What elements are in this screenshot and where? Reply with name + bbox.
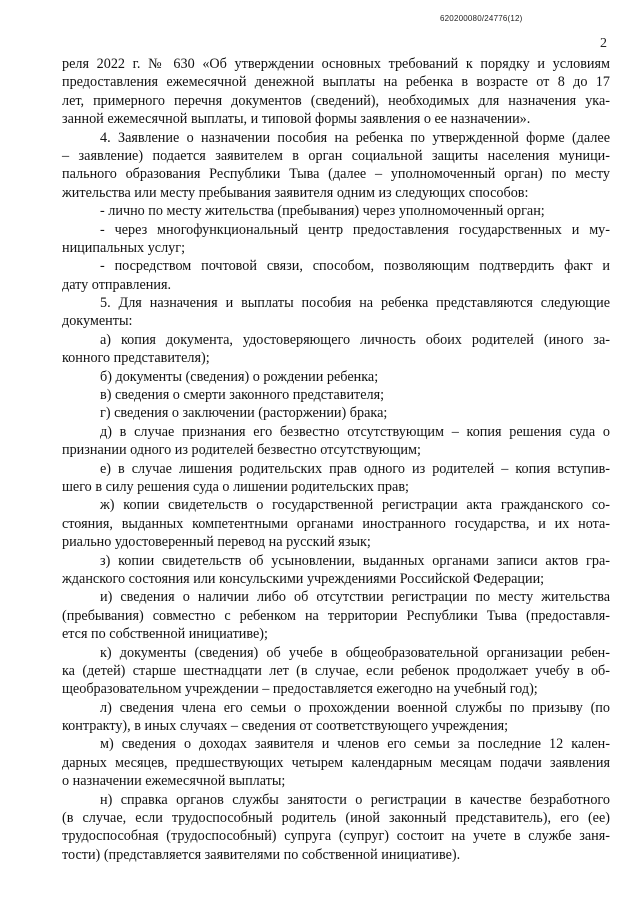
text-line: щеобразовательном учреждении – предоставляется ежегодно на учебный год); [62, 681, 538, 698]
text-line: ется по собственной инициативе); [62, 626, 268, 643]
text-line: 4. Заявление о назначении пособия на ребенка по утвержденной форме (далее [100, 129, 610, 146]
text-line: ж) копии свидетельств о государственной регистрации акта гражданского со- [100, 497, 610, 514]
text-line: стояния, выданных компетентными органами иностранного государства, и их нота- [62, 515, 610, 532]
document-body [62, 55, 610, 864]
text-line: д) в случае признания его безвестно отсутствующим – копия решения суда о [100, 423, 610, 440]
text-line: риально удостоверенный перевод на русский язык; [62, 534, 371, 551]
text-line: документы: [62, 313, 133, 330]
text-line: е) в случае лишения родительских прав одного из родителей – копия вступив- [100, 460, 610, 477]
text-line: лет, примерного перечня документов (сведений), необходимых для назначения ука- [62, 92, 610, 109]
text-line: з) копии свидетельств об усыновлении, выданных органами записи актов гра- [100, 552, 610, 569]
text-line: (пребывания) совместно с ребенком на территории Республики Тыва (предоставля- [62, 607, 610, 624]
text-line: л) сведения члена его семьи о прохождении военной службы по призыву (по [100, 699, 610, 716]
text-line: б) документы (сведения) о рождении ребенка; [100, 368, 379, 385]
text-line: - лично по месту жительства (пребывания) через уполномоченный орган; [100, 203, 545, 220]
text-line: жданского состояния или консульскими учреждениями Российской Федерации; [62, 570, 545, 587]
text-line: шего в силу решения суда о лишении родительских прав; [62, 478, 409, 495]
text-line: пального образования Республики Тыва (далее – уполномоченный орган) по месту [62, 166, 610, 183]
text-line: предоставления ежемесячной денежной выплаты на ребенка в возрасте от 8 до 17 [62, 74, 610, 91]
text-line: реля 2022 г. № 630 «Об утверждении основных требований к порядку и условиям [62, 56, 610, 72]
text-line: занной ежемесячной выплаты, и типовой формы заявления о ее назначении». [62, 111, 531, 128]
text-line: дарных месяцев, предшествующих четырем календарным месяцам подачи заявления [62, 754, 610, 771]
text-line: (в случае, если трудоспособный родитель (иной законный представитель), его (ее) [62, 810, 610, 827]
text-line: – заявление) подается заявителем в орган социальной защиты населения муници- [62, 147, 610, 164]
text-line: - через многофункциональный центр предоставления государственных и му- [100, 221, 610, 238]
page-number: 2 [600, 36, 607, 51]
text-line: н) справка органов службы занятости о регистрации в качестве безработного [100, 791, 610, 808]
text-line: признании одного из родителей безвестно отсутствующим; [62, 442, 421, 459]
text-line: ниципальных услуг; [62, 239, 186, 256]
text-line: м) сведения о доходах заявителя и членов его семьи за последние 12 кален- [100, 736, 610, 753]
text-line: 5. Для назначения и выплаты пособия на ребенка представляются следующие [100, 295, 610, 312]
text-line: контракту), в иных случаях – сведения от соответствующего учреждения; [62, 718, 509, 735]
text-line: к) документы (сведения) об учебе в общеобразовательной организации ребен- [100, 644, 610, 661]
text-line: о назначении ежемесячной выплаты; [62, 773, 286, 790]
document-id: 620200080/24776(12) [440, 14, 523, 23]
text-line: и) сведения о наличии либо об отсутствии регистрации по месту жительства [100, 589, 610, 606]
text-line: г) сведения о заключении (расторжении) брака; [100, 405, 388, 422]
text-line: конного представителя); [62, 350, 210, 367]
text-line: в) сведения о смерти законного представителя; [100, 387, 385, 404]
text-line: тости) (представляется заявителями по собственной инициативе). [62, 846, 461, 863]
text-line: а) копия документа, удостоверяющего личность обоих родителей (иного за- [100, 331, 610, 348]
text-line: дату отправления. [62, 276, 172, 293]
text-line: - посредством почтовой связи, способом, позволяющим подтвердить факт и [100, 258, 610, 275]
text-line: трудоспособная (трудоспособный) супруга (супруг) состоит на учете в службе заня- [62, 828, 610, 845]
text-line: жительства или месту пребывания заявителя одним из следующих способов: [62, 184, 529, 201]
text-line: ка (детей) старше шестнадцати лет (в случае, если ребенок продолжает учебу в об- [62, 662, 610, 679]
